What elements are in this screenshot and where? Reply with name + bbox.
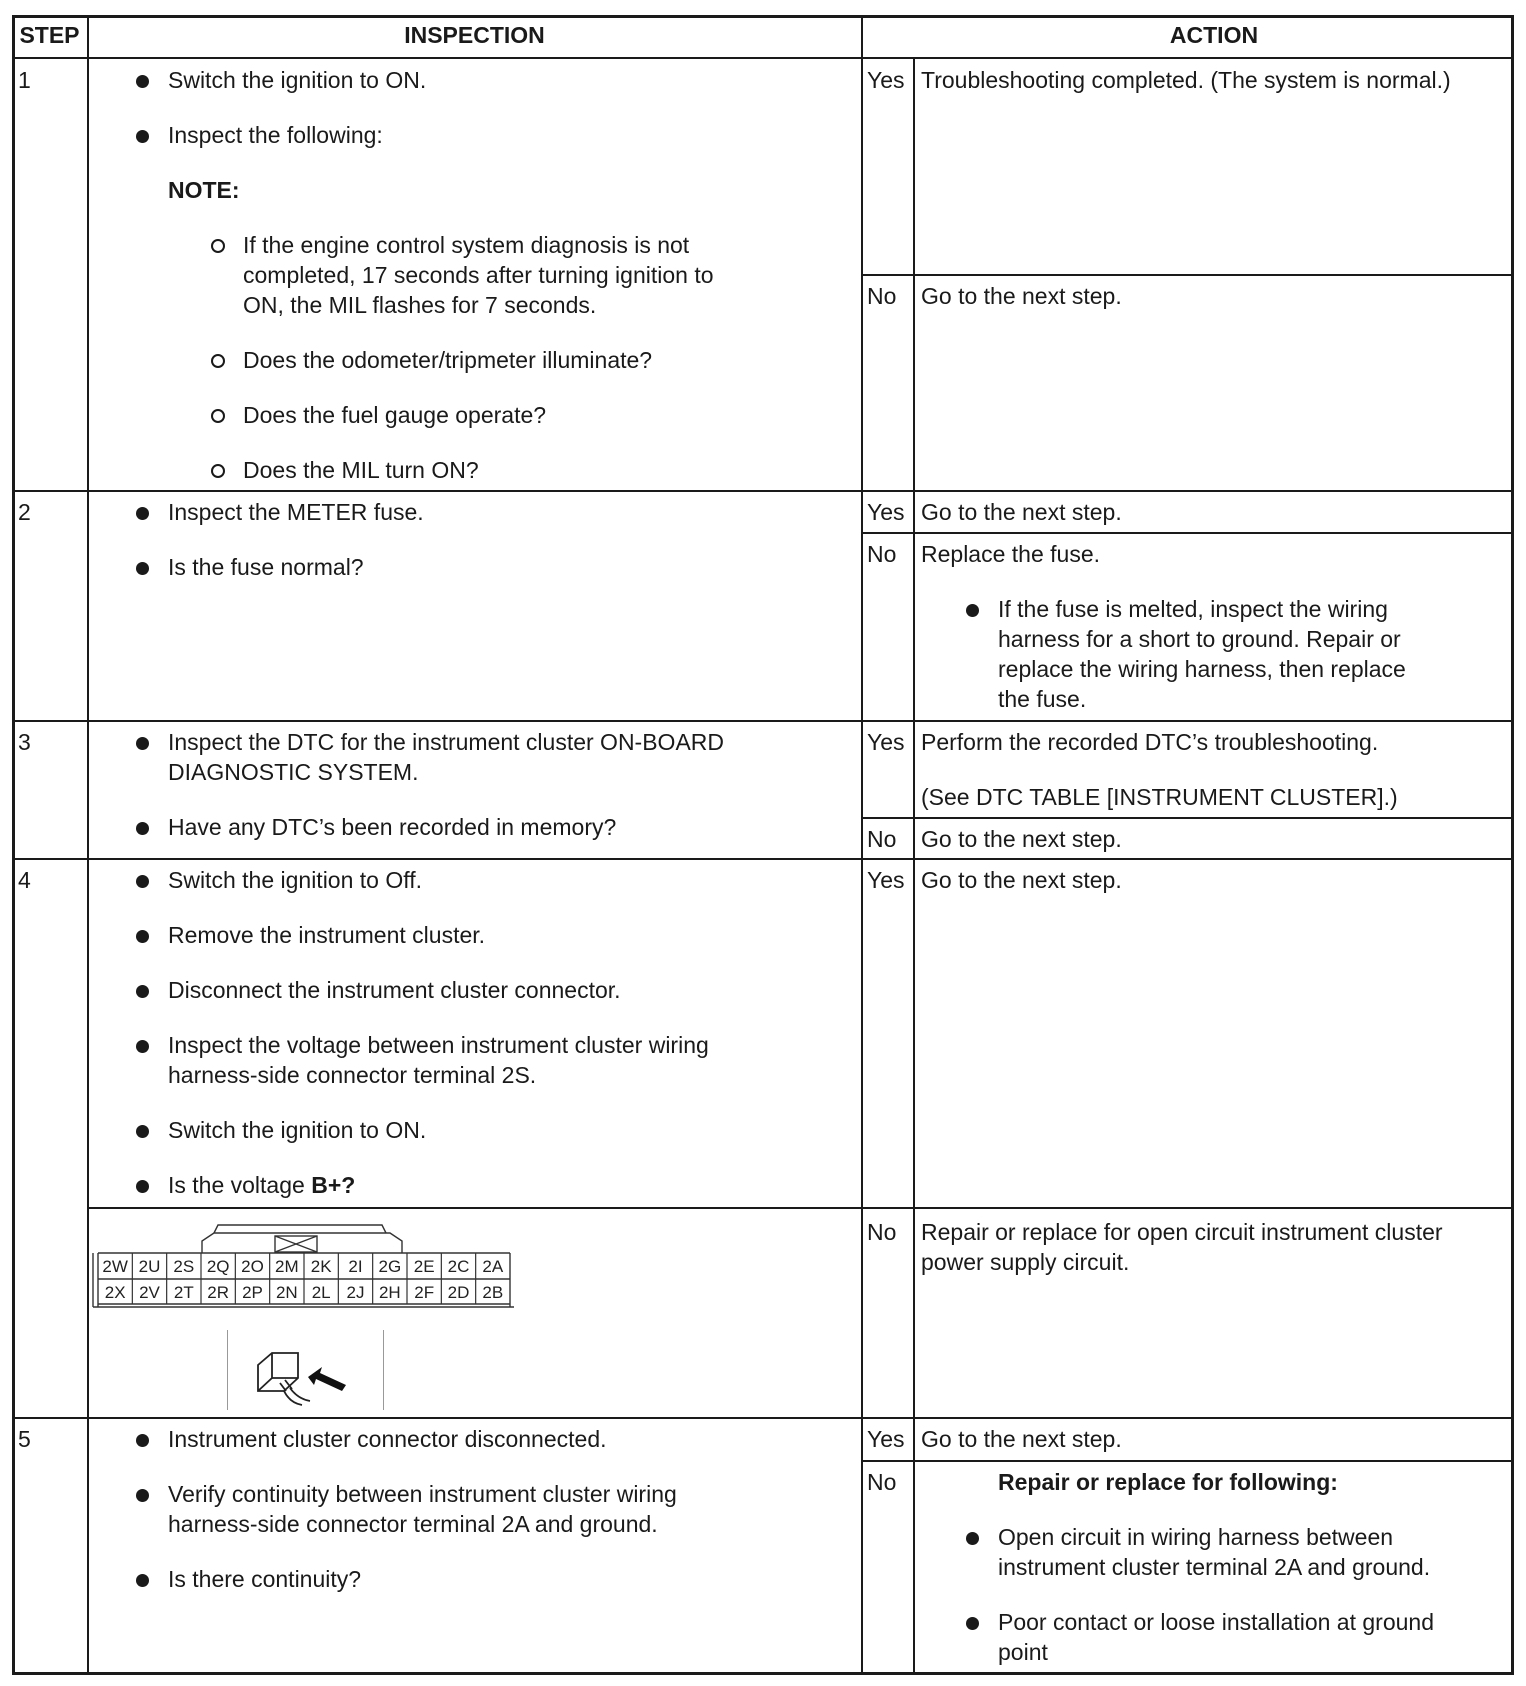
row-divider-1-2	[12, 490, 1514, 492]
yesno-divider-4	[87, 1207, 1514, 1209]
terminal-label: 2R	[207, 1283, 230, 1302]
yes-label: Yes	[867, 867, 905, 893]
inspection-text: harness-side connector terminal 2S.	[168, 1062, 537, 1088]
terminal-label: 2C	[447, 1257, 470, 1276]
terminal-label: 2F	[414, 1283, 435, 1302]
yesno-divider-3	[861, 817, 1514, 819]
terminal-label: 2Q	[206, 1257, 230, 1276]
sub-bullet-icon	[211, 464, 225, 478]
action-text: the fuse.	[998, 686, 1087, 712]
action-text: Troubleshooting completed. (The system is normal.)	[921, 67, 1451, 93]
no-label: No	[867, 1219, 897, 1245]
yes-label: Yes	[867, 67, 905, 93]
bullet-icon	[966, 1532, 979, 1545]
inspection-text: Inspect the following:	[168, 122, 383, 148]
inspection-text: Inspect the METER fuse.	[168, 499, 424, 525]
yesno-divider-1	[861, 274, 1514, 276]
action-text: Open circuit in wiring harness between	[998, 1524, 1394, 1550]
terminal-label: 2B	[482, 1283, 504, 1302]
terminal-label: 2A	[482, 1257, 504, 1276]
bullet-icon	[136, 1125, 149, 1138]
voltage-value: B+?	[311, 1172, 356, 1198]
bullet-icon	[136, 737, 149, 750]
bullet-icon	[136, 562, 149, 575]
action-text: Perform the recorded DTC’s troubleshooting.	[921, 729, 1379, 755]
action-text: Go to the next step.	[921, 826, 1122, 852]
bullet-icon	[966, 604, 979, 617]
header-action: ACTION	[1169, 22, 1259, 48]
bullet-icon	[136, 1180, 149, 1193]
terminal-label: 2E	[413, 1257, 435, 1276]
inspection-text: Is there continuity?	[168, 1566, 362, 1592]
sub-bullet-icon	[211, 354, 225, 368]
inspection-text: Have any DTC’s been recorded in memory?	[168, 814, 617, 840]
yes-label: Yes	[867, 1426, 905, 1452]
terminal-label: 2W	[102, 1257, 128, 1276]
terminal-label: 2S	[173, 1257, 195, 1276]
inspection-text: Disconnect the instrument cluster connector.	[168, 977, 621, 1003]
terminal-label: 2H	[378, 1283, 401, 1302]
row-divider-2-3	[12, 720, 1514, 722]
step-number: 3	[18, 729, 31, 755]
inspection-text: DIAGNOSTIC SYSTEM.	[168, 759, 419, 785]
action-text: power supply circuit.	[921, 1249, 1130, 1275]
yesno-divider-2	[861, 532, 1514, 534]
yes-label: Yes	[867, 499, 905, 525]
inspection-text: harness-side connector terminal 2A and ground.	[168, 1511, 658, 1537]
bullet-icon	[966, 1617, 979, 1630]
inspection-text: Verify continuity between instrument cluster wiring	[168, 1481, 677, 1507]
terminal-label: 2O	[241, 1257, 264, 1276]
col-divider-step	[87, 15, 89, 1675]
inspection-text: completed, 17 seconds after turning ignition to	[243, 262, 714, 288]
action-heading: Repair or replace for following:	[998, 1469, 1338, 1495]
action-text: Poor contact or loose installation at ground	[998, 1609, 1434, 1635]
header-step: STEP	[19, 22, 80, 48]
inspection-text: Inspect the voltage between instrument cluster wiring	[168, 1032, 709, 1058]
bullet-icon	[136, 1489, 149, 1502]
col-divider-inspection	[861, 15, 863, 1675]
bullet-icon	[136, 1040, 149, 1053]
inspection-text: Switch the ignition to ON.	[168, 1117, 427, 1143]
action-text: If the fuse is melted, inspect the wiring	[998, 596, 1388, 622]
terminal-label: 2K	[310, 1257, 332, 1276]
terminal-label: 2P	[242, 1283, 263, 1302]
row-divider-3-4	[12, 858, 1514, 860]
inspection-text: ON, the MIL flashes for 7 seconds.	[243, 292, 597, 318]
inspection-text: Does the MIL turn ON?	[243, 457, 479, 483]
inspection-text: If the engine control system diagnosis is not	[243, 232, 690, 258]
action-text: Go to the next step.	[921, 1426, 1122, 1452]
step-number: 1	[18, 67, 31, 93]
action-text: instrument cluster terminal 2A and ground.	[998, 1554, 1431, 1580]
yesno-divider-5	[861, 1460, 1514, 1462]
bullet-icon	[136, 822, 149, 835]
inspection-text: Is the fuse normal?	[168, 554, 364, 580]
inspection-text: Inspect the DTC for the instrument cluster ON-BOARD	[168, 729, 725, 755]
no-label: No	[867, 1469, 897, 1495]
terminal-label: 2M	[275, 1257, 299, 1276]
terminal-label: 2N	[275, 1283, 298, 1302]
bullet-icon	[136, 930, 149, 943]
connector-diagram	[90, 1215, 520, 1315]
terminal-label: 2X	[104, 1283, 126, 1302]
action-text: point	[998, 1639, 1048, 1665]
action-text: harness for a short to ground. Repair or	[998, 626, 1401, 652]
step-number: 4	[18, 867, 31, 893]
sub-bullet-icon	[211, 239, 225, 253]
action-text: replace the wiring harness, then replace	[998, 656, 1406, 682]
bullet-icon	[136, 507, 149, 520]
action-text: Replace the fuse.	[921, 541, 1101, 567]
header-divider	[12, 57, 1514, 59]
terminal-label: 2V	[139, 1283, 160, 1302]
step-number: 2	[18, 499, 31, 525]
terminal-label: 2J	[346, 1283, 365, 1302]
bullet-icon	[136, 75, 149, 88]
action-text: Go to the next step.	[921, 283, 1122, 309]
action-text: Go to the next step.	[921, 867, 1122, 893]
yes-label: Yes	[867, 729, 905, 755]
no-label: No	[867, 826, 897, 852]
bullet-icon	[136, 875, 149, 888]
inspection-text: Does the odometer/tripmeter illuminate?	[243, 347, 653, 373]
row-divider-4-5	[12, 1417, 1514, 1419]
inspection-text: Remove the instrument cluster.	[168, 922, 486, 948]
bullet-icon	[136, 1574, 149, 1587]
action-text: Go to the next step.	[921, 499, 1122, 525]
terminal-label: 2G	[378, 1257, 402, 1276]
connector-plug-icon	[250, 1333, 360, 1408]
bullet-icon	[136, 1434, 149, 1447]
inspection-text-prefix: Is the voltage	[168, 1172, 312, 1198]
step-number: 5	[18, 1426, 31, 1452]
no-label: No	[867, 541, 897, 567]
inspection-text: Switch the ignition to Off.	[168, 867, 422, 893]
bullet-icon	[136, 130, 149, 143]
note-label: NOTE:	[168, 177, 240, 203]
terminal-label: 2D	[447, 1283, 470, 1302]
col-divider-yesno	[913, 58, 915, 1675]
inspection-text: Switch the ignition to ON.	[168, 67, 427, 93]
no-label: No	[867, 283, 897, 309]
inspection-text: Instrument cluster connector disconnected.	[168, 1426, 607, 1452]
terminal-label: 2I	[348, 1257, 363, 1276]
inspection-text	[168, 1170, 355, 1200]
terminal-label: 2U	[138, 1257, 161, 1276]
action-text: (See DTC TABLE [INSTRUMENT CLUSTER].)	[921, 784, 1398, 810]
terminal-label: 2L	[311, 1283, 331, 1302]
inspection-text: Does the fuel gauge operate?	[243, 402, 547, 428]
sub-bullet-icon	[211, 409, 225, 423]
action-text: Repair or replace for open circuit instrument cluster	[921, 1219, 1443, 1245]
bullet-icon	[136, 985, 149, 998]
header-inspection: INSPECTION	[404, 22, 545, 48]
terminal-label: 2T	[173, 1283, 194, 1302]
